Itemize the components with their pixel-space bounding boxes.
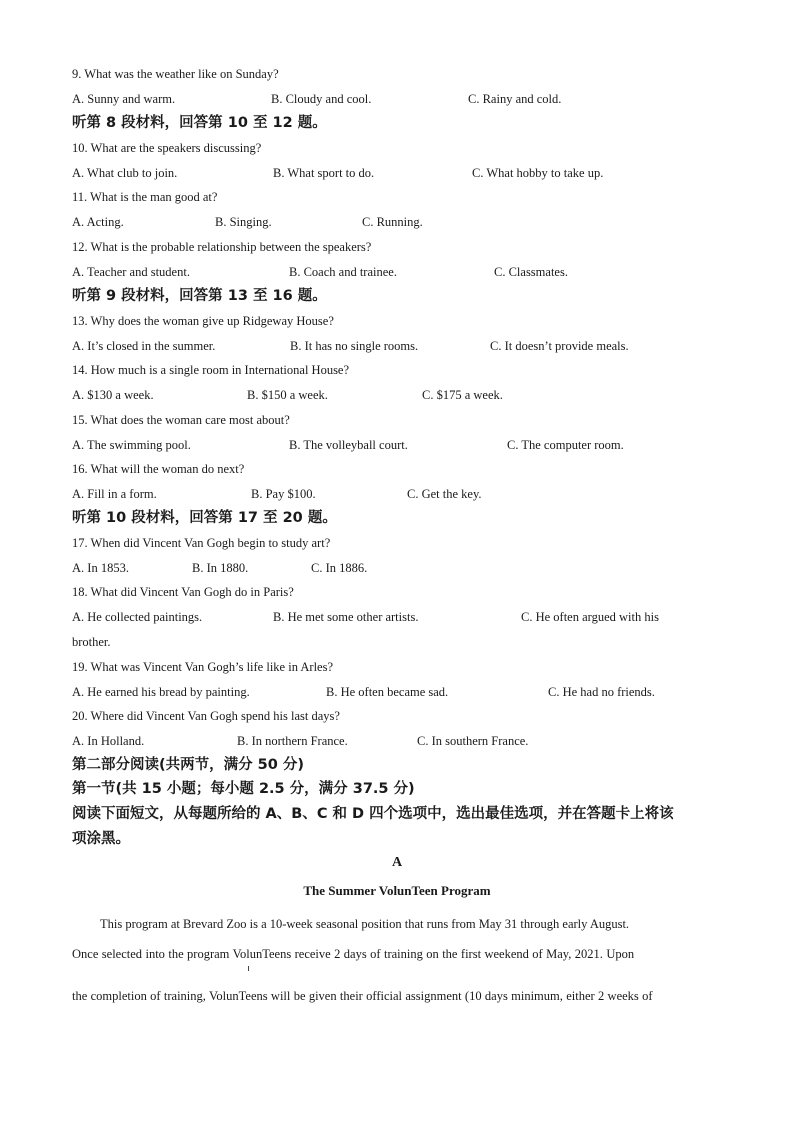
reading-instruction-line-1: 阅读下面短文，从每题所给的 A、B、C 和 D 四个选项中，选出最佳选项，并在答题卡上将该 xyxy=(72,806,674,822)
q13-option-a: A. It’s closed in the summer. xyxy=(72,339,216,353)
passage-line-1: This program at Brevard Zoo is a 10-week seasonal position that runs from May 31 through early August. xyxy=(100,917,630,931)
q18-option-b: B. He met some other artists. xyxy=(273,610,419,624)
q16-option-b: B. Pay $100. xyxy=(251,487,316,501)
q20-option-a: A. In Holland. xyxy=(72,734,145,748)
q19-option-b: B. He often became sad. xyxy=(326,685,449,699)
part-two-section-one-heading: 第一节(共 15 小题；每小题 2.5 分，满分 37.5 分) xyxy=(72,781,415,797)
q17-option-c: C. In 1886. xyxy=(311,561,368,575)
q18-option-c-continued: brother. xyxy=(72,635,111,649)
q18-option-a: A. He collected paintings. xyxy=(72,610,203,624)
part-two-heading: 第二部分阅读(共两节，满分 50 分) xyxy=(72,757,305,773)
question-14: 14. How much is a single room in International House? xyxy=(72,363,350,377)
q11-option-b: B. Singing. xyxy=(215,215,272,229)
q12-option-c: C. Classmates. xyxy=(494,265,568,279)
reading-instruction-line-2: 项涂黑。 xyxy=(72,831,130,847)
q16-option-c: C. Get the key. xyxy=(407,487,482,501)
q15-option-a: A. The swimming pool. xyxy=(72,438,191,452)
stray-mark xyxy=(248,966,249,971)
section-9-heading: 听第 9 段材料，回答第 13 至 16 题。 xyxy=(72,288,327,304)
q19-option-a: A. He earned his bread by painting. xyxy=(72,685,250,699)
q9-option-b: B. Cloudy and cool. xyxy=(271,92,372,106)
q20-option-b: B. In northern France. xyxy=(237,734,348,748)
q14-option-b: B. $150 a week. xyxy=(247,388,328,402)
q20-option-c: C. In southern France. xyxy=(417,734,529,748)
q9-option-a: A. Sunny and warm. xyxy=(72,92,176,106)
q14-option-a: A. $130 a week. xyxy=(72,388,154,402)
q19-option-c: C. He had no friends. xyxy=(548,685,655,699)
q14-option-c: C. $175 a week. xyxy=(422,388,503,402)
q11-option-c: C. Running. xyxy=(362,215,423,229)
q10-option-c: C. What hobby to take up. xyxy=(472,166,604,180)
question-16: 16. What will the woman do next? xyxy=(72,462,245,476)
question-11: 11. What is the man good at? xyxy=(72,190,218,204)
q15-option-c: C. The computer room. xyxy=(507,438,624,452)
q13-option-c: C. It doesn’t provide meals. xyxy=(490,339,629,353)
q10-option-a: A. What club to join. xyxy=(72,166,178,180)
question-12: 12. What is the probable relationship between the speakers? xyxy=(72,240,372,254)
section-8-heading: 听第 8 段材料，回答第 10 至 12 题。 xyxy=(72,115,327,131)
passage-title: The Summer VolunTeen Program xyxy=(303,883,491,898)
q18-option-c: C. He often argued with his xyxy=(521,610,659,624)
q13-option-b: B. It has no single rooms. xyxy=(290,339,419,353)
passage-line-2: Once selected into the program VolunTeens receive 2 days of training on the first weekend of May, 2021. Upon xyxy=(72,947,635,961)
question-20: 20. Where did Vincent Van Gogh spend his last days? xyxy=(72,709,340,723)
q15-option-b: B. The volleyball court. xyxy=(289,438,408,452)
question-19: 19. What was Vincent Van Gogh’s life like in Arles? xyxy=(72,660,334,674)
section-10-heading: 听第 10 段材料，回答第 17 至 20 题。 xyxy=(72,510,337,526)
q11-option-a: A. Acting. xyxy=(72,215,124,229)
q17-option-a: A. In 1853. xyxy=(72,561,129,575)
question-13: 13. Why does the woman give up Ridgeway House? xyxy=(72,314,334,328)
question-10: 10. What are the speakers discussing? xyxy=(72,141,262,155)
question-9: 9. What was the weather like on Sunday? xyxy=(72,67,279,81)
question-15: 15. What does the woman care most about? xyxy=(72,413,290,427)
passage-line-3: the completion of training, VolunTeens will be given their official assignment (10 days minimum, either 2 weeks of xyxy=(72,989,653,1003)
q12-option-a: A. Teacher and student. xyxy=(72,265,190,279)
q12-option-b: B. Coach and trainee. xyxy=(289,265,397,279)
q10-option-b: B. What sport to do. xyxy=(273,166,375,180)
question-17: 17. When did Vincent Van Gogh begin to study art? xyxy=(72,536,331,550)
q16-option-a: A. Fill in a form. xyxy=(72,487,157,501)
q17-option-b: B. In 1880. xyxy=(192,561,249,575)
passage-letter: A xyxy=(391,855,403,870)
q9-option-c: C. Rainy and cold. xyxy=(468,92,562,106)
question-18: 18. What did Vincent Van Gogh do in Paris? xyxy=(72,585,294,599)
